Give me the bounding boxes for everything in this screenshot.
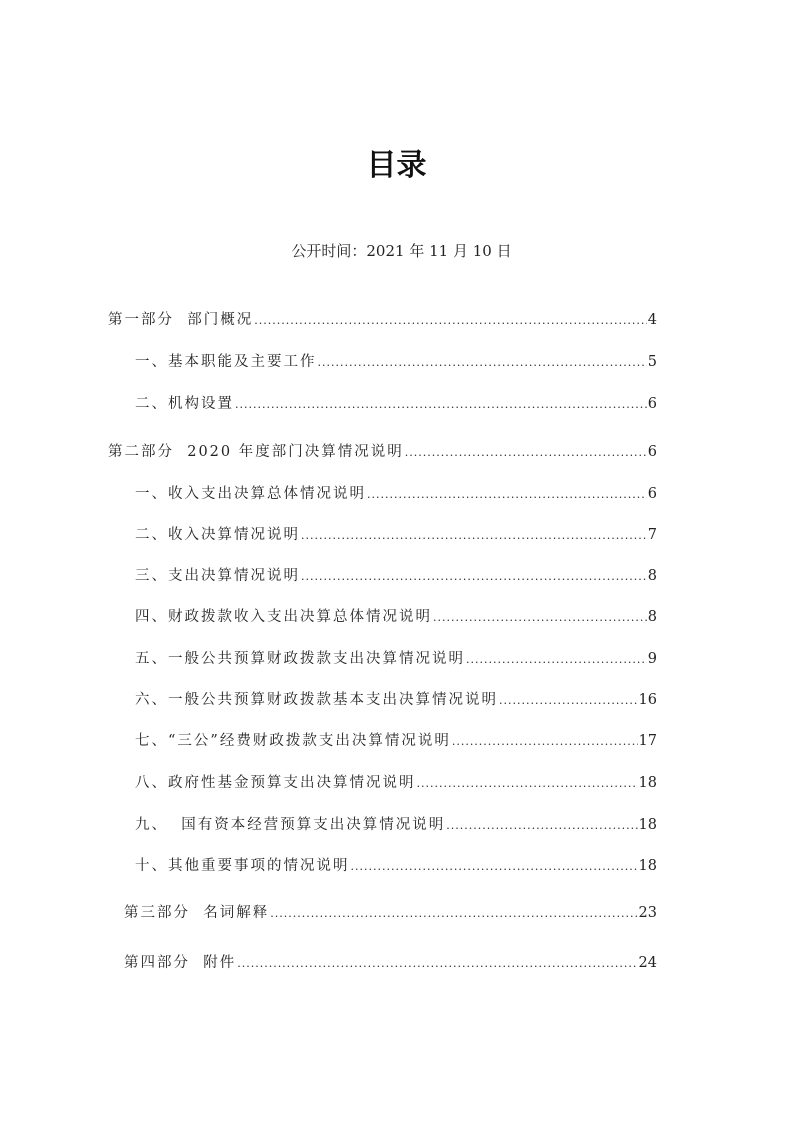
leader-dots [433,608,647,628]
leader-dots [367,485,647,505]
toc-label: 一、基本职能及主要工作 [135,354,317,370]
toc-page: 18 [638,775,657,791]
leader-dots [499,691,638,711]
toc-label: 五、一般公共预算财政拨款支出决算情况说明 [135,651,465,667]
leader-dots [254,311,647,331]
toc-entry[interactable] [108,442,657,462]
toc-entry[interactable] [135,352,657,372]
leader-dots [446,816,637,836]
leader-dots [466,650,647,670]
toc-entry[interactable] [135,856,657,876]
page-title: 目录 [366,148,427,183]
toc-entry[interactable] [135,394,657,414]
toc-entry[interactable] [135,649,657,669]
toc-page: 7 [647,527,657,543]
toc-label: 十、其他重要事项的情况说明 [135,858,350,874]
toc-page: 8 [647,568,657,584]
toc-page: 17 [638,733,657,749]
toc-label: 二、收入决算情况说明 [135,527,300,543]
leader-dots [318,353,647,373]
toc-page: 4 [647,312,657,328]
toc-page: 24 [638,955,657,971]
toc-page: 6 [647,486,657,502]
toc-page: 23 [638,905,657,921]
toc-label: 一、收入支出决算总体情况说明 [135,486,366,502]
toc-label: 第四部分 附件 [124,955,237,971]
toc-entry[interactable] [135,731,657,751]
toc-entry[interactable] [135,484,657,504]
toc-entry[interactable] [124,903,657,923]
leader-dots [452,732,638,752]
toc-page: 8 [647,609,657,625]
toc-page: 6 [647,396,657,412]
toc-label: 第二部分 2020 年度部门决算情况说明 [108,444,404,460]
toc-page: 18 [638,817,657,833]
toc-entry[interactable] [135,607,657,627]
toc-entry[interactable] [135,815,657,835]
toc-entry[interactable] [135,566,657,586]
toc-entry[interactable] [135,773,657,793]
toc-label: 六、一般公共预算财政拨款基本支出决算情况说明 [135,692,498,708]
toc-label: 第三部分 名词解释 [124,905,270,921]
publish-date: 公开时间：2021 年 11 月 10 日 [291,242,512,260]
leader-dots [405,443,647,463]
toc-entry[interactable] [108,310,657,330]
leader-dots [351,857,638,877]
toc-label: 八、政府性基金预算支出决算情况说明 [135,775,416,791]
toc-page: 18 [638,858,657,874]
toc-page: 5 [647,354,657,370]
toc-label: 第一部分 部门概况 [108,312,254,328]
leader-dots [417,774,638,794]
toc-label: 三、支出决算情况说明 [135,568,300,584]
toc-label: 七、“三公”经费财政拨款支出决算情况说明 [135,733,451,749]
toc-label: 四、财政拨款收入支出决算总体情况说明 [135,609,432,625]
leader-dots [301,526,647,546]
leader-dots [237,954,637,974]
leader-dots [235,395,647,415]
toc-label: 二、机构设置 [135,396,234,412]
leader-dots [301,567,647,587]
toc-page: 16 [638,692,657,708]
toc-page: 6 [647,444,657,460]
toc-entry[interactable] [135,525,657,545]
toc-page: 9 [647,651,657,667]
toc-entry[interactable] [124,953,657,973]
toc-entry[interactable] [135,690,657,710]
leader-dots [270,904,637,924]
toc-label: 九、 国有资本经营预算支出决算情况说明 [135,817,446,833]
